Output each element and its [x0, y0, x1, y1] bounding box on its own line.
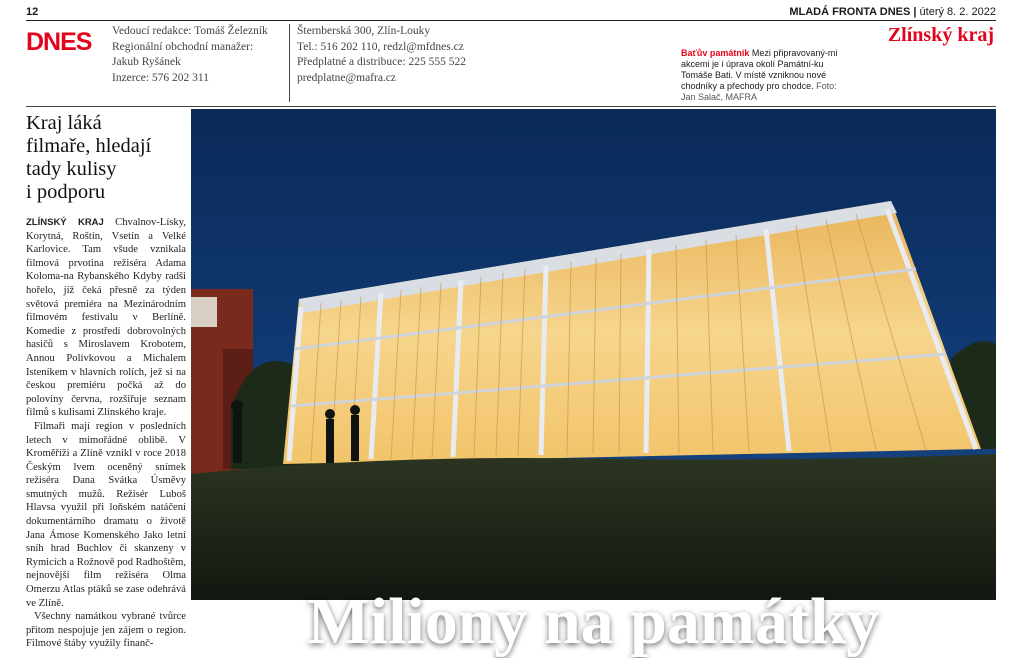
staff-info [112, 24, 268, 86]
caption-credit: Foto: Jan Salač, MAFRA [681, 81, 837, 102]
header-rule [26, 106, 996, 107]
red-building-window [191, 297, 217, 327]
article-paragraph: Filmaři mají region v posledních letech v mimořádné oblibě. V Kroměříži a Zlíně vznikl v roce 2018 Českým lvem oceněný snímek režiséra Dana Svátka Úsměvy smutných mužů. Režisér Luboš Hlavsa využil při loňském natáčení dokumentárního dramatu o životě Jana Ámose Komenského Jako letní sníh hrad Buchlov či skanzeny v Rymicích a Rožnově pod Radhoštěm, nejnovější film režiséra Olma Omerzu Atlas ptáků se zase odehrává ve Zlíně. [26, 420, 186, 609]
article-paragraph [26, 216, 186, 420]
article-paragraph: Všechny namátkou vybrané tvůrce přitom nespojuje jen zájem o region. Filmové štáby využily finanč- [26, 611, 186, 650]
issue-date: úterý 8. 2. 2022 [919, 6, 996, 18]
region-title: Zlínský kraj [887, 24, 994, 46]
publication-info: MLADÁ FRONTA DNES | úterý 8. 2. 2022 [789, 6, 996, 18]
article-headline [26, 112, 186, 204]
header-divider [289, 24, 290, 102]
contact-info [297, 24, 466, 86]
staff-line: Vedoucí redakce: Tomáš Železník [112, 25, 268, 37]
headline-line: filmaře, hledají [26, 135, 152, 157]
grass-lawn [191, 454, 996, 600]
dnes-logo: DNES [26, 28, 92, 56]
visitor-head [231, 400, 243, 412]
memorial-night-illustration [191, 109, 996, 600]
caption-text: Mezi připravovaný-mi akcemi je i úprava okolí Památní-ku Tomáše Bati. V místě vzniknou nové chodníky a přechody pro chodce. [681, 48, 838, 91]
dateline: ZLÍNSKÝ KRAJ [26, 217, 104, 228]
headline-line: Kraj láká [26, 112, 102, 134]
staff-line: Regionální obchodní manažer: [112, 40, 254, 53]
publication-name: MLADÁ FRONTA DNES [789, 6, 911, 18]
visitor-figure [326, 419, 334, 463]
visitor-head [350, 405, 360, 415]
photo-headline: Miliony na památky [307, 585, 880, 658]
headline-line: tady kulisy [26, 158, 117, 180]
contact-line: Šternberská 300, Zlín-Louky [297, 25, 431, 37]
visitor-head [325, 409, 335, 419]
page-header-bar [26, 6, 996, 21]
section-header [26, 22, 996, 104]
photo-caption [681, 48, 841, 103]
paragraph-text: Chvalnov-Lísky, Korytná, Roštín, Vsetín a Velké Karlovice. Tam všude vznikala filmová prvotina režiséra Adama Koloma-na Rybanského Kdyby radši hořelo, jíž čeká přesně za týden světová premiéra na Mezinárodním filmovém festivalu v Berlíně. Komedie z prostředí dobrovolných hasičů s Miroslavem Krobotem, Annou Polívkovou a Michalem Isteníkem v hlavních rolích, jež si na českou premiéru počká až do poloviny června, rozšiřuje seznam filmů s kulisami Zlínského kraje. [26, 217, 186, 419]
contact-line: Předplatné a distribuce: 225 555 522 [297, 56, 466, 68]
visitor-figure [233, 411, 242, 463]
caption-label: Baťův památník [681, 48, 750, 58]
contact-line: Tel.: 516 202 110, redzl@mfdnes.cz [297, 40, 464, 53]
staff-line: Inzerce: 576 202 311 [112, 71, 209, 84]
article-body [26, 216, 186, 651]
main-photo [191, 109, 996, 658]
visitor-figure [351, 415, 359, 461]
contact-line: predplatne@mafra.cz [297, 71, 397, 84]
article-column [26, 112, 186, 650]
page-number: 12 [26, 6, 39, 18]
staff-line: Jakub Ryšánek [112, 56, 181, 68]
headline-line: i podporu [26, 181, 106, 203]
